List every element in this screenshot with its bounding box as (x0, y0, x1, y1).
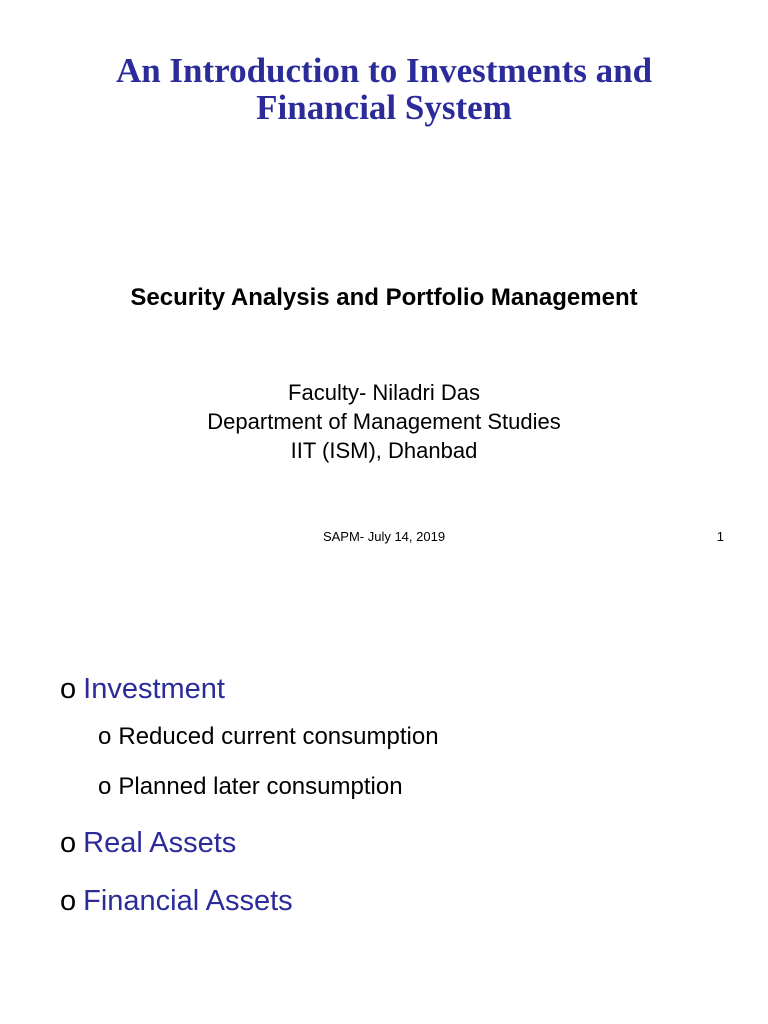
bullet-text: Planned later consumption (118, 773, 403, 800)
bullet-item-investment (60, 672, 439, 706)
course-subtitle: Security Analysis and Portfolio Management (130, 284, 638, 311)
slide-2 (0, 580, 768, 1024)
slide-title-line-2: Financial System (256, 88, 512, 127)
faculty-institute: IIT (ISM), Dhanbad (290, 438, 478, 463)
bullet-text: Real Assets (83, 827, 237, 859)
sub-bullet-item-planned-consumption (98, 772, 439, 802)
bullet-marker: o (60, 827, 77, 859)
bullet-item-real-assets (60, 826, 439, 860)
faculty-name: Faculty- Niladri Das (288, 380, 480, 405)
bullet-marker: o (60, 673, 77, 705)
bullet-item-financial-assets (60, 884, 439, 918)
slide-title (0, 52, 768, 126)
slide-title-line-1: An Introduction to Investments and (115, 51, 653, 90)
slide-footer: SAPM- July 14, 2019 (322, 529, 446, 544)
sub-bullet-item-reduced-consumption (98, 722, 439, 752)
bullet-text: Investment (83, 673, 225, 705)
bullet-text: Reduced current consumption (118, 723, 439, 750)
faculty-department: Department of Management Studies (207, 409, 561, 434)
bullet-marker: o (98, 773, 112, 800)
bullet-marker: o (60, 885, 77, 917)
bullet-list (60, 672, 439, 934)
page-number: 1 (716, 529, 724, 544)
faculty-info (0, 378, 768, 465)
bullet-text: Financial Assets (83, 885, 293, 917)
bullet-marker: o (98, 723, 112, 750)
